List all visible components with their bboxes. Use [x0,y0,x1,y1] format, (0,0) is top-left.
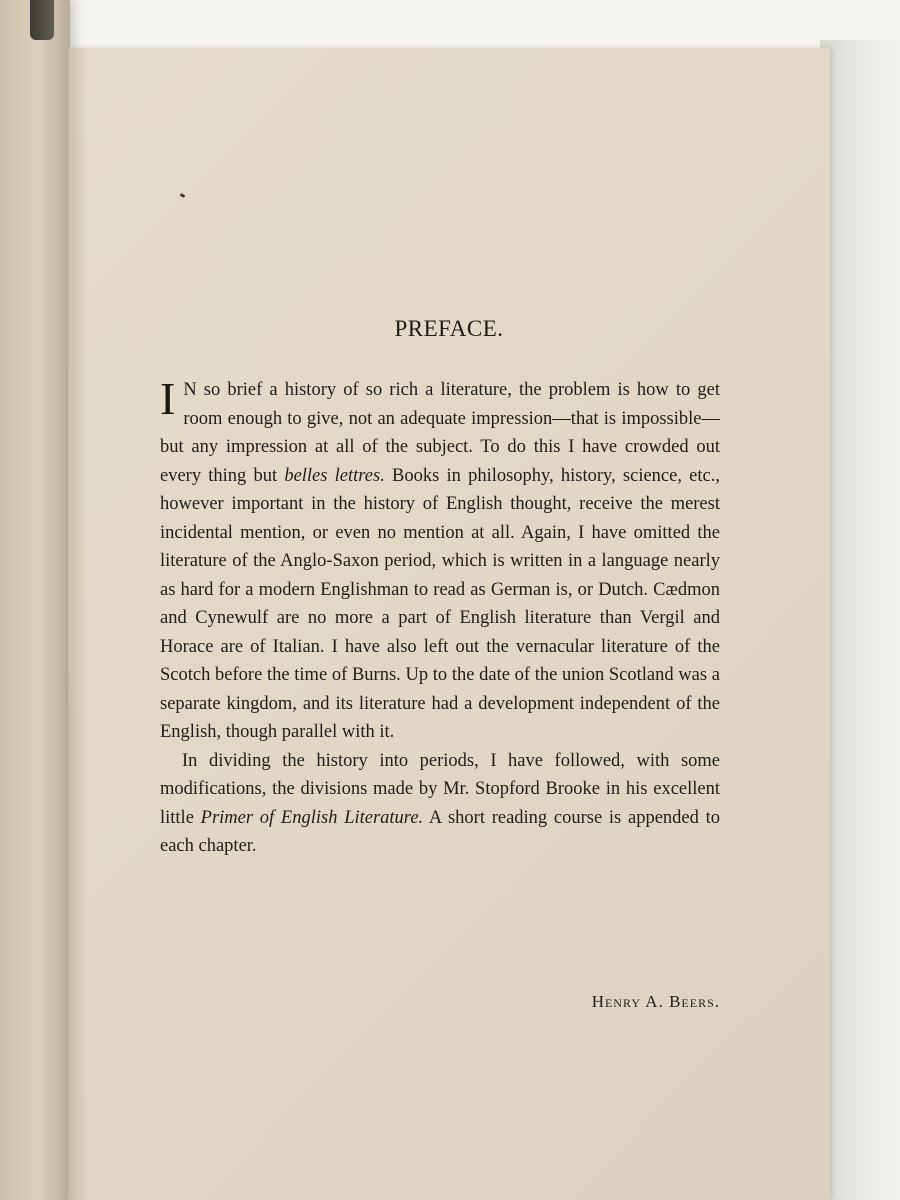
paragraph-1-rest: Books in philosophy, history, science, etc., however important in the history of English thought, receive the merest incidental mention, or even no mention at all. Again, I have omitted the literature of the Anglo-Saxon period, which is written in a language nearly as hard for a modern Englishman to read as German is, or Dutch. Cædmon and Cynewulf are no more a part of English literature than Vergil and Horace are of Italian. I have also left out the vernacular literature of the Scotch before the time of Burns. Up to the date of the union Scotland was a separate kingdom, and its literature had a development independent of the English, though parallel with it. [160,465,720,742]
right-shadow [820,40,900,1200]
preface-body [160,373,720,861]
page-gutter [68,48,88,1200]
paragraph-2-rest: A short reading course is appended to each chapter. [160,807,720,856]
book-cover-edge [30,0,54,40]
drop-cap: I [160,373,176,424]
page-title: PREFACE. [394,316,504,341]
paragraph-2 [160,747,720,861]
left-page-edge [0,0,70,1200]
paragraph-2-lead: In dividing the history into periods, I have followed, with some modifications, the divisions made by Mr. Stopford Brooke in his excellent little [160,750,720,828]
paragraph-1 [160,373,720,747]
book-page [68,48,830,1200]
paragraph-2-italic: Primer of English Literature. [200,807,424,828]
paper-speck [180,193,186,198]
paragraph-1-lead: N so brief a history of so rich a literature, the problem is how to get room enough to give, not an adequate impression—that is impossible—but any impression at all of the subject. To do this I have crowded out every thing but [160,380,720,486]
author-signature: Henry A. Beers. [591,992,720,1011]
paragraph-1-italic: belles lettres. [284,465,385,486]
